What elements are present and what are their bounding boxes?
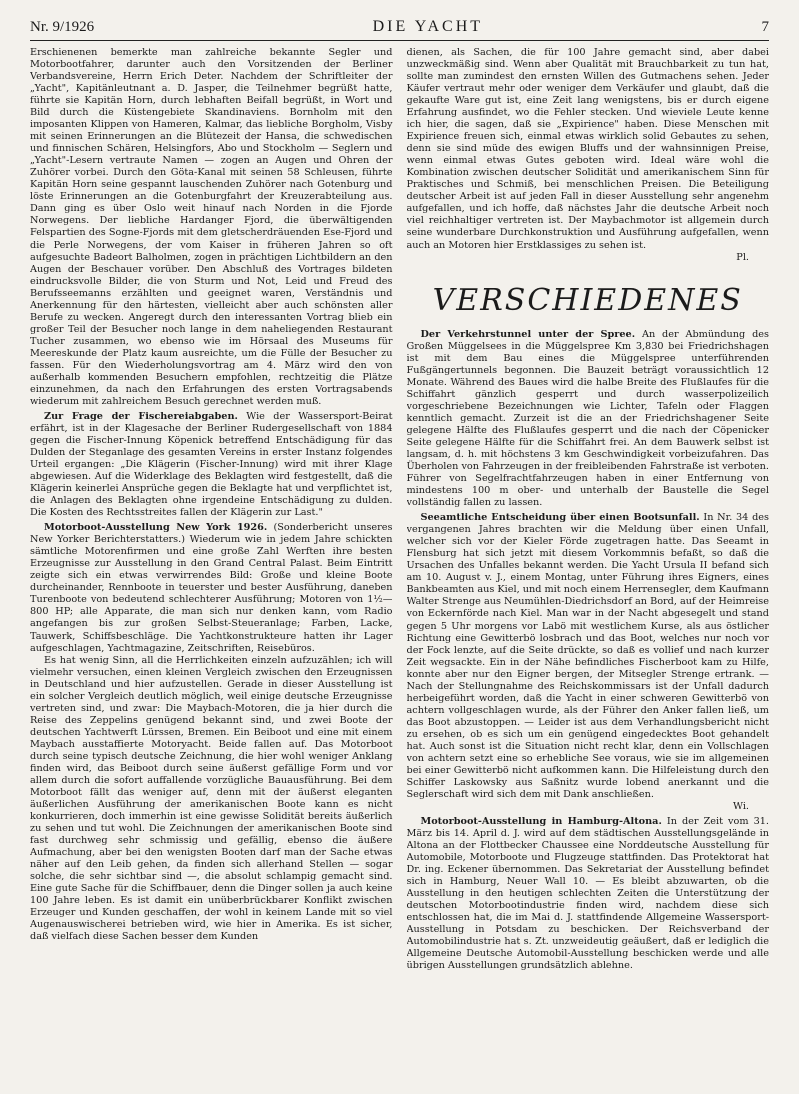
article-tunnel <box>407 329 770 509</box>
article-newyork-body-2: Es hat wenig Sinn, all die Herrlichkeiten einzeln aufzuzählen; ich will vielmehr versuchen, einen kleinen Vergleich zwischen den Erzeugnissen in Deutschland und hier aufzustellen. Gerade in dieser Ausstellung ist ein solcher Vergleich deutlich möglich, weil einige deutsche Erzeugnisse vertreten sind, und zwar: Die Maybach-Motoren, die ja hier durch die Reise des Zeppelins genügend bekannt sind, und zwei Boote der deutschen Yachtwerft Lürssen, Bremen. Ein Beiboot und eine mit einem Maybach ausstaffierte Motoryacht. Beide fallen auf. Das Motorboot durch seine typisch deutsche Zeichnung, die hier wohl weniger Anklang finden wird, das Beiboot durch seine äußerst gefällige Form und vor allem durch die sofort auffallende vorzügliche Bauausführung. Bei dem Motorboot fällt das weniger auf, denn mit der äußerst eleganten äußerlichen Ausführung der amerikanischen Boote kann es nicht konkurrieren, doch immerhin ist eine gewisse Solidität bereits äußerlich zu sehen und tut wohl. Die Zeichnungen der amerikanischen Boote sind fast durchweg sehr schmissig und gefällig, ebenso die äußere Aufmachung, aber bei den wenigsten Booten darf man der Sache etwas näher auf den Leib gehen, da finden sich allerhand Stellen — sogar solche, die sehr sichtbar sind —, die absolut schlampig gemacht sind. Eine gute Sache für die Schiffbauer, denn die Dinger sollen ja auch keine 100 Jahre leben. Es ist damit ein unüberbrückbarer Konflikt zwischen Erzeuger und Kunden geschaffen, der wohl in keinem Lande mit so viel Augenauswischerei betrieben wird, wie hier in Amerika. Es ist sicher, daß vielfach diese Sachen besser dem Kunden <box>30 654 393 943</box>
left-column <box>30 47 393 1087</box>
article-seeamt <box>407 512 770 801</box>
article-hamburg-title: Motorboot-Ausstellung in Hamburg-Altona. <box>420 816 662 827</box>
article-newyork-body: (Sonderbericht unseres New Yorker Berichterstatters.) Wiederum wie in jedem Jahre schickten sämtliche Motorenfirmen und eine große Zahl Werften ihre besten Erzeugnisse zur Ausstellung in den Grand Central Palast. Beim Eintritt zeigte sich ein etwas verwirrendes Bild: Große und kleine Boote durcheinander, Rennboote in teuerster und bester Ausführung, daneben Turenboote von bedeutend schlechterer Ausführung; Motoren von 1½—800 HP; alle Apparate, die man sich nur denken kann, vom Radio angefangen bis zur großen Selbst-Steueranlage; Farben, Lacke, Tauwerk, Schiffsbeschläge. Die Yachtkonstrukteure hatten ihr Lager aufgeschlagen, Yachtmagazine, Zeitschriften, Reisebüros. <box>30 522 393 654</box>
article-newyork-title: Motorboot-Ausstellung New York 1926. <box>44 522 268 534</box>
author-signature-wi: Wi. <box>733 800 749 812</box>
article-fischerei <box>30 411 393 519</box>
article-newyork-continuation: dienen, als Sachen, die für 100 Jahre gemacht sind, aber dabei unzweckmäßig sind. Wenn aber Qualität mit Brauchbarkeit zu tun hat, sollte man zumindest den ernsten Willen des Gutmachens sehen. Jeder Käufer vertraut mehr oder weniger dem Verkäufer und glaubt, daß die gekaufte Ware gut ist, eine Zeit lang wenigstens, bis er durch eigene Erfahrung ausfindet, wo die Fehler stecken. Und wieviele Leute kenne ich hier, die sagen, daß sie „Expirience" haben. Diese Menschen mit Expirience freuen sich, einmal etwas wirklich solid Gebautes zu sehen, denn sie sind müde des ewigen Bluffs und der wahnsinnigen Preise, wenn einmal etwas Gutes geboten wird. Ideal wäre wohl die Kombination zwischen deutscher Solidität und amerikanischem Sinn für Praktisches und Schmiß, bei menschlichen Preisen. Die Beteiligung deutscher Arbeit ist auf jeden Fall in dieser Ausstellung sehr angenehm aufgefallen, und ich hoffe, daß nächstes Jahr die deutsche Arbeit noch viel reichhaltiger vertreten ist. Der Maybachmotor ist allgemein durch seine wunderbare Durchkonstruktion und Ausführung aufgefallen, wenn auch an Motoren hier Erstklassiges zu sehen ist. <box>406 47 769 251</box>
issue-number: Nr. 9/1926 <box>30 19 95 35</box>
article-seeamt-title: Seeamtliche Entscheidung über einen Bootsunfall. <box>420 512 700 524</box>
article-newyork <box>30 522 393 654</box>
masthead: DIE YACHT <box>372 18 484 35</box>
page-number: 7 <box>761 19 769 35</box>
article-hamburg <box>407 816 770 972</box>
page-header <box>30 18 769 41</box>
article-tunnel-title: Der Verkehrstunnel unter der Spree. <box>420 328 636 340</box>
section-title-verschiedenes: VERSCHIEDENES <box>432 282 743 318</box>
article-lecture-continuation: Erschienenen bemerkte man zahlreiche bekannte Segler und Motorbootfahrer, darunter auch den Vorsitzenden der Berliner Verbandsvereine, Herrn Erich Deter. Nachdem der Schriftleiter der „Yacht", Kapitänleutnant a. D. Jasper, die Teilnehmer begrüßt hatte, führte sie Kapitän Horn, durch lebhaften Beifall begrüßt, in Wort und Bild durch die Küstengebiete Skandinaviens. Bornholm mit den imposanten Klippen von Hameren, Kalmar, das liebliche Borgholm, Visby mit seinen Erinnerungen an die Blütezeit der Hansa, die schwedischen und finnischen Schären, Helsingfors, Abo und Stockholm — Seglern und „Yacht"-Lesern vertraute Namen — zogen an Augen und Ohren der Zuhörer vorbei. Durch den Göta-Kanal mit seinen 58 Schleusen, führte Kapitän Horn seine gespannt lauschenden Zuhörer nach Gotenburg und löste Erinnerungen an die Gotenburgfahrt der Kreuzerabteilung aus. Dann ging es über Oslo weit hinauf nach Norden in die Fjorde Norwegens. Der liebliche Hardanger Fjord, die überwältigenden Felspartien des Sogne-Fjords mit dem gletscherdräuenden Ese-Fjord und die Perle Norwegens, der vom Kaiser in früheren Jahren so oft aufgesuchte Badeort Balholmen, zogen in prächtigen Lichtbildern an den Augen der Beschauer vorüber. Den Abschluß des Vortrages bildeten eindrucksvolle Bilder, die von Sturm und Not, Leid und Freud des Berufsseemanns erzählten und geeignet waren, Verständnis und Anerkennung für den härtesten, vielleicht aber auch schönsten aller Berufe zu wecken. Angeregt durch den interessanten Vortrag blieb ein großer Teil der Besucher noch lange in dem naheliegenden Restaurant Tucher zusammen, wo ebenso wie im Hörsaal des Museums für Meereskunde der Platz kaum ausreichte, um die Fülle der Besucher zu fassen. Für den Wiederholungsvortrag am 4. März wird den von außerhalb kommenden Besuchern empfohlen, rechtzeitig die Plätze einzunehmen, da nach den Erfahrungen des ersten Vortragsabends wiederum mit zahlreichem Besuch gerechnet werden muß. <box>30 47 393 407</box>
author-signature-pl: Pl. <box>736 251 749 263</box>
article-tunnel-body: An der Abmündung des Großen Müggelsees in die Müggelspree Km 3,830 bei Friedrichshagen ist mit dem Bau eines die Müggelspree unterführenden Fußgängertunnels begonnen. Die Bauzeit beträgt voraussichtlich 12 Monate. Während des Baues wird die halbe Breite des Flußlaufes für die Schiffahrt gänzlich gesperrt und durch wasserpolizeilich vorgeschriebene Bezeichnungen wie Lichter, Tafeln oder Flaggen kenntlich gemacht. Zurzeit ist die an der Friedrichshagener Seite gelegene Hälfte des Flußlaufes gesperrt und die nach der Cöpenicker Seite gelegene Hälfte für die Schiffahrt frei. An dem Bauwerk selbst ist langsam, d. h. mit höchstens 3 km Geschwindigkeit vorbeizufahren. Das Überholen von Fahrzeugen in der freibleibenden Fahrstraße ist verboten. Führer von Segelfrachtfahrzeugen haben in einer Entfernung von mindestens 100 m ober- und unterhalb der Baustelle die Segel vollständig fallen zu lassen. <box>406 328 769 509</box>
article-seeamt-body: In Nr. 34 des vergangenen Jahres brachten wir die Meldung über einen Unfall, welcher sich vor der Kieler Förde zugetragen hatte. Das Seeamt in Flensburg hat sich jetzt mit diesem Vorkommnis befaßt, so daß die Ursachen des Unfalles bekannt werden. Die Yacht Ursula II befand sich am 10. August v. J., einem Montag, unter Führung ihres Eigners, eines Bankbeamten aus Kiel, und mit noch einem Herrensegler, dem Kaufmann Walter Strenge aus Neumühlen-Diedrichsdorf an Bord, auf der Heimreise von Eckernförde nach Kiel. Man war in der Nacht abgesegelt und stand gegen 5 Uhr morgens vor Labö mit westlichem Kurse, als aus östlicher Richtung eine Gewitterbö losbrach und das Boot, welches nur noch vor der Fock lenzte, auf die Seite drückte, so daß es vollief und nach kurzer Zeit wegsackte. Ein in der Nähe befindliches Fischerboot kam zu Hilfe, konnte aber nur den Eigner bergen, der Mitsegler Strenge ertrank. — Nach der Stellungnahme des Reichskommissars ist der Unfall dadurch herbeigeführt worden, daß die Yacht in einer schweren Gewitterbö von achtern vollgeschlagen wurde, als der Führer den Anker fallen ließ, um das Boot abzustoppen. — Leider ist aus dem Verhandlungsbericht nicht zu ersehen, ob es sich um ein genügend eingedecktes Boot gehandelt hat. Auch sonst ist die Situation nicht recht klar, denn ein Vollschlagen von achtern setzt eine so erhebliche See voraus, wie sie im allgemeinen bei einer Gewitterbö nicht aufkommen kann. Die Hilfeleistung durch den Schiffer Laskowsky aus Saßnitz wurde lobend anerkannt und die Seglerschaft wird sich dem mit Dank anschließen. <box>406 512 769 800</box>
article-fischerei-title: Zur Frage der Fischereiabgaben. <box>44 410 238 422</box>
text-columns <box>30 47 769 1087</box>
right-column <box>407 47 770 1087</box>
article-hamburg-body: In der Zeit vom 31. März bis 14. April d. J. wird auf dem städtischen Ausstellungsgelände in Altona an der Flottbecker Chaussee eine Norddeutsche Ausstellung für Automobile, Motorboote und Flugzeuge stattfinden. Das Protektorat hat Dr. ing. Eckener übernommen. Das Sekretariat der Ausstellung befindet sich in Hamburg, Neuer Wall 10. — Es bleibt abzuwarten, ob die Ausstellung in den heutigen schlechten Zeiten die Unterstützung der deutschen Motorbootindustrie finden wird, nachdem diese sich entschlossen hat, die im Mai d. J. stattfindende Allgemeine Wassersport-Ausstellung in Potsdam zu beschicken. Der Reichsverband der Automobilindustrie hat s. Zt. unzweideutig geäußert, daß er lediglich die Allgemeine Deutsche Automobil-Ausstellung beschicken werde und alle übrigen Ausstellungen grundsätzlich ablehne. <box>406 816 769 972</box>
article-fischerei-body: Wie der Wassersport-Beirat erfährt, ist in der Klagesache der Berliner Rudergesellschaft von 1884 gegen die Fischer-Innung Köpenick betreffend Entschädigung für das Dulden der Steganlage des gesamten Vereins in erster Instanz folgendes Urteil ergangen: „Die Klägerin (Fischer-Innung) wird mit ihrer Klage abgewiesen. Auf die Widerklage des Beklagten wird festgestellt, daß die Klägerin keinerlei Ansprüche gegen die Beklagte hat und verpflichtet ist, die Anlagen des Beklagten ohne irgendeine Entschädigung zu dulden. Die Kosten des Rechtsstreites fallen der Klägerin zur Last." <box>30 410 393 519</box>
